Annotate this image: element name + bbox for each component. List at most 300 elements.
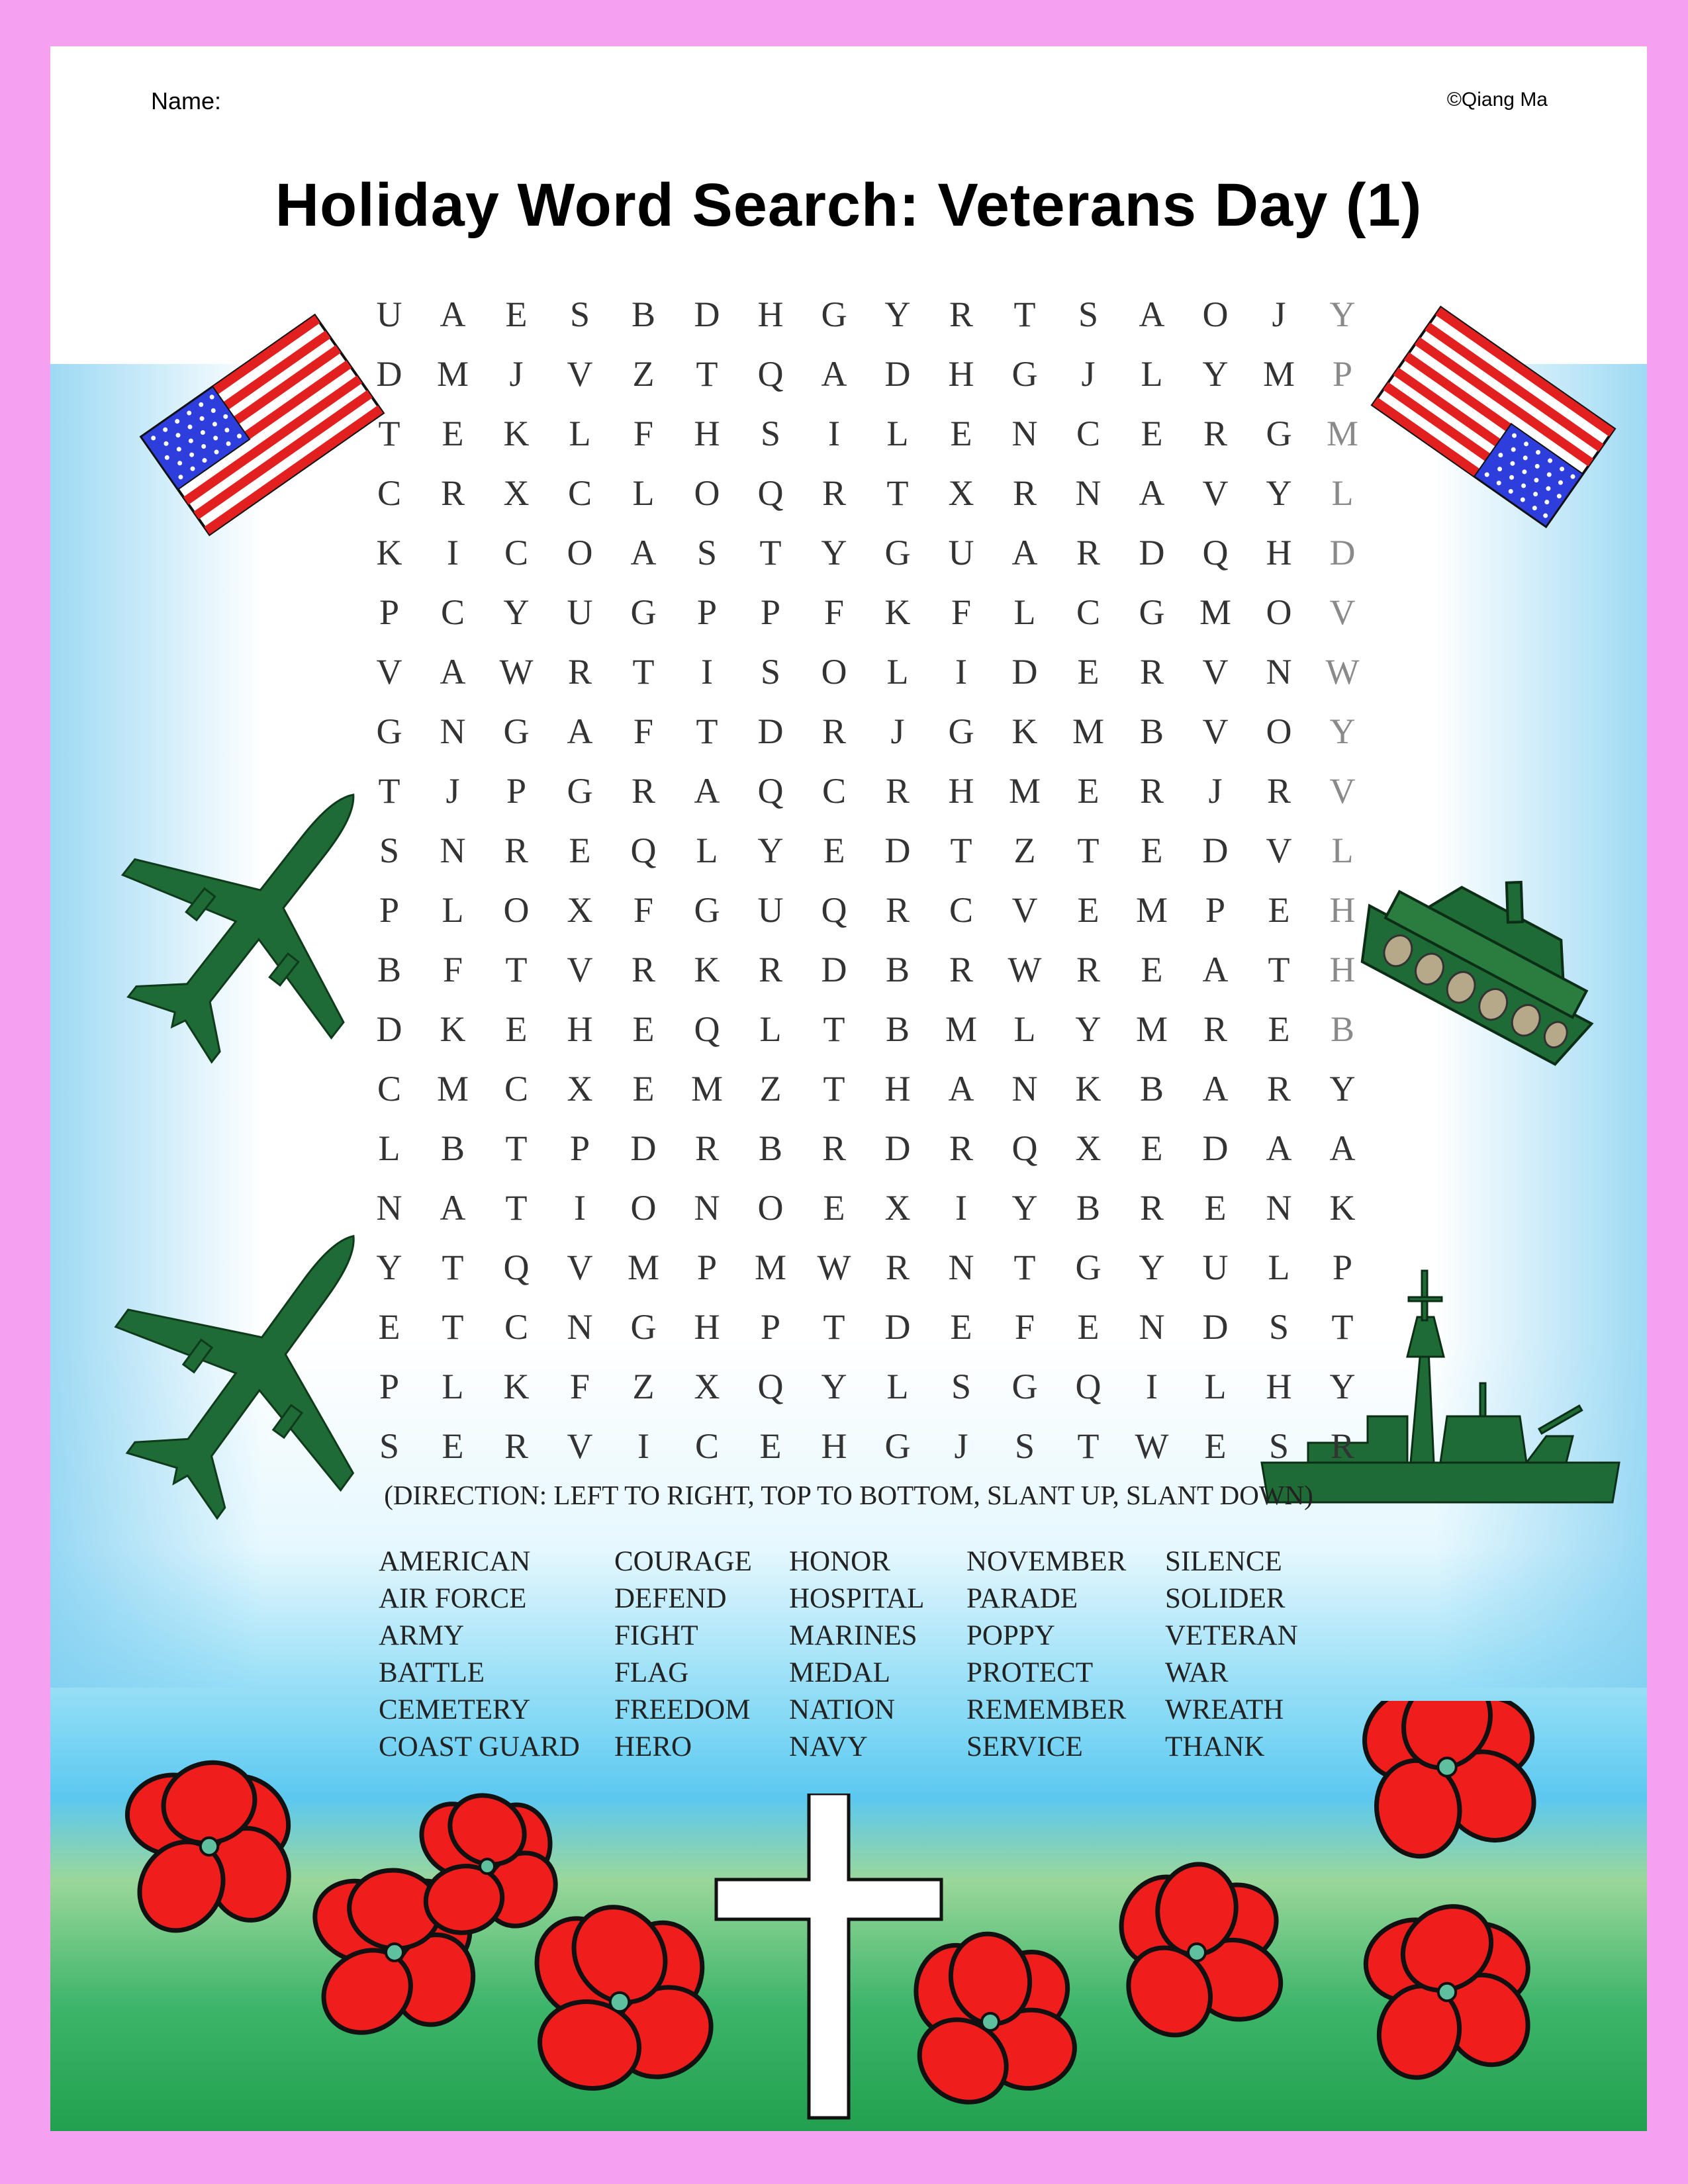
- grid-letter: A: [1139, 295, 1165, 334]
- grid-letter: E: [950, 414, 972, 453]
- grid-letter: O: [1266, 592, 1292, 632]
- word-list-item: SOLIDER: [1165, 1583, 1286, 1614]
- grid-letter: M: [436, 354, 469, 394]
- grid-letter: M: [1326, 414, 1358, 453]
- grid-letter: R: [949, 1128, 974, 1168]
- poppy-icon: [904, 1925, 1085, 2118]
- grid-letter: D: [630, 1128, 657, 1168]
- grid-letter: B: [440, 1128, 465, 1168]
- grid-letter: F: [823, 592, 845, 632]
- grid-letter: Q: [503, 1248, 530, 1287]
- grid-letter: E: [1141, 414, 1163, 453]
- grid-letter: A: [1266, 1128, 1292, 1168]
- grid-letter: L: [886, 652, 909, 692]
- grid-letter: E: [1268, 1009, 1290, 1049]
- grid-letter: N: [1266, 652, 1292, 692]
- grid-letter: F: [1014, 1307, 1035, 1347]
- grid-letter: D: [376, 1009, 402, 1049]
- grid-letter: Q: [757, 771, 784, 811]
- grid-letter: C: [1076, 592, 1101, 632]
- grid-letter: E: [1077, 1307, 1100, 1347]
- word-list-item: MARINES: [789, 1620, 917, 1651]
- grid-letter: O: [694, 473, 720, 513]
- grid-letter: I: [637, 1426, 649, 1466]
- grid-letter: V: [567, 354, 593, 394]
- word-list-item: SILENCE: [1165, 1546, 1282, 1577]
- grid-letter: E: [823, 831, 845, 870]
- grid-letter: F: [633, 890, 654, 930]
- grid-letter: B: [1076, 1188, 1101, 1228]
- grid-letter: N: [1266, 1188, 1292, 1228]
- word-list-item: REMEMBER: [966, 1694, 1127, 1725]
- word-list-item: FIGHT: [614, 1620, 698, 1651]
- grid-letter: R: [885, 1248, 910, 1287]
- grid-letter: P: [379, 592, 400, 632]
- grid-letter: L: [1268, 1248, 1290, 1287]
- grid-letter: T: [505, 1128, 528, 1168]
- grid-letter: H: [1266, 1367, 1292, 1406]
- grid-letter: R: [504, 1426, 529, 1466]
- grid-letter: E: [1141, 950, 1163, 989]
- word-list-item: COURAGE: [614, 1546, 752, 1577]
- grid-letter: D: [1011, 652, 1038, 692]
- grid-letter: E: [378, 1307, 400, 1347]
- grid-letter: V: [567, 950, 593, 989]
- grid-letter: P: [1205, 890, 1226, 930]
- grid-letter: E: [823, 1188, 845, 1228]
- grid-letter: T: [823, 1009, 845, 1049]
- grid-letter: Q: [757, 354, 784, 394]
- grid-letter: E: [632, 1069, 655, 1109]
- grid-letter: S: [569, 295, 590, 334]
- grid-letter: A: [821, 354, 847, 394]
- grid-letter: C: [504, 1307, 529, 1347]
- grid-letter: A: [1202, 1069, 1229, 1109]
- grid-letter: Z: [632, 1367, 655, 1406]
- grid-letter: X: [884, 1188, 911, 1228]
- grid-letter: M: [1262, 354, 1295, 394]
- grid-letter: V: [1202, 473, 1229, 513]
- grid-letter: T: [886, 473, 909, 513]
- grid-letter: R: [1076, 533, 1101, 572]
- grid-letter: B: [1330, 1009, 1355, 1049]
- grid-letter: S: [1014, 1426, 1035, 1466]
- grid-letter: H: [821, 1426, 847, 1466]
- grid-letter: R: [821, 711, 847, 751]
- grid-letter: M: [627, 1248, 659, 1287]
- grid-letter: H: [694, 1307, 720, 1347]
- grid-letter: L: [632, 473, 655, 513]
- grid-letter: F: [633, 414, 654, 453]
- grid-letter: R: [631, 950, 656, 989]
- grid-letter: O: [1202, 295, 1229, 334]
- grid-letter: E: [950, 1307, 972, 1347]
- word-list-item: HONOR: [789, 1546, 890, 1577]
- word-list-item: COAST GUARD: [379, 1731, 580, 1762]
- grid-letter: G: [503, 711, 530, 751]
- grid-letter: G: [1011, 1367, 1038, 1406]
- grid-letter: S: [696, 533, 718, 572]
- credit-text: ©Qiang Ma: [1446, 89, 1548, 111]
- grid-letter: D: [1202, 831, 1229, 870]
- grid-letter: E: [1077, 771, 1100, 811]
- grid-letter: C: [504, 533, 529, 572]
- grid-letter: T: [823, 1069, 845, 1109]
- grid-letter: E: [632, 1009, 655, 1049]
- grid-letter: R: [758, 950, 783, 989]
- grid-letter: V: [1329, 592, 1356, 632]
- word-list-item: NOVEMBER: [966, 1546, 1127, 1577]
- word-list-item: FLAG: [614, 1657, 689, 1688]
- grid-letter: I: [447, 533, 459, 572]
- grid-letter: B: [758, 1128, 783, 1168]
- grid-letter: U: [376, 295, 402, 334]
- grid-letter: R: [1076, 950, 1101, 989]
- grid-letter: S: [951, 1367, 972, 1406]
- grid-letter: R: [1203, 414, 1228, 453]
- grid-letter: G: [1266, 414, 1292, 453]
- grid-letter: N: [1011, 1069, 1038, 1109]
- grid-letter: U: [757, 890, 784, 930]
- grid-letter: W: [1135, 1426, 1169, 1466]
- grid-letter: P: [696, 1248, 718, 1287]
- grid-letter: Q: [757, 473, 784, 513]
- grid-letter: T: [1013, 295, 1036, 334]
- grid-letter: X: [567, 890, 593, 930]
- grid-letter: S: [1268, 1426, 1289, 1466]
- grid-letter: P: [696, 592, 718, 632]
- grid-letter: G: [884, 533, 911, 572]
- grid-letter: K: [376, 533, 402, 572]
- grid-letter: Q: [1011, 1128, 1038, 1168]
- grid-letter: D: [1329, 533, 1356, 572]
- word-list-item: ARMY: [379, 1620, 465, 1651]
- grid-letter: L: [1331, 831, 1354, 870]
- word-search-grid: [357, 285, 1374, 1476]
- grid-letter: L: [569, 414, 591, 453]
- grid-letter: N: [440, 711, 466, 751]
- grid-letter: Y: [1329, 1069, 1356, 1109]
- grid-letter: T: [632, 652, 655, 692]
- grid-letter: Y: [821, 1367, 847, 1406]
- grid-letter: B: [1139, 1069, 1164, 1109]
- grid-letter: J: [890, 711, 905, 751]
- grid-letter: J: [1272, 295, 1286, 334]
- grid-letter: O: [503, 890, 530, 930]
- word-list-item: HOSPITAL: [789, 1583, 925, 1614]
- grid-letter: P: [569, 1128, 590, 1168]
- grid-letter: Q: [1202, 533, 1229, 572]
- grid-letter: O: [1266, 711, 1292, 751]
- grid-letter: N: [948, 1248, 974, 1287]
- grid-letter: A: [1202, 950, 1229, 989]
- poppy-icon: [407, 1782, 570, 1940]
- word-list-item: MEDAL: [789, 1657, 890, 1688]
- grid-letter: G: [630, 1307, 657, 1347]
- grid-letter: F: [951, 592, 972, 632]
- grid-letter: H: [694, 414, 720, 453]
- grid-letter: T: [442, 1307, 464, 1347]
- grid-letter: C: [567, 473, 592, 513]
- grid-letter: P: [760, 592, 781, 632]
- grid-letter: U: [948, 533, 974, 572]
- grid-letter: L: [1013, 592, 1036, 632]
- grid-letter: E: [1204, 1188, 1227, 1228]
- grid-letter: V: [1266, 831, 1292, 870]
- grid-letter: V: [1202, 652, 1229, 692]
- grid-letter: R: [694, 1128, 720, 1168]
- grid-letter: F: [442, 950, 463, 989]
- grid-letter: E: [759, 1426, 782, 1466]
- grid-letter: N: [567, 1307, 593, 1347]
- grid-letter: C: [1076, 414, 1101, 453]
- grid-letter: N: [440, 831, 466, 870]
- word-list-item: WAR: [1165, 1657, 1229, 1688]
- grid-letter: M: [690, 1069, 723, 1109]
- grid-letter: B: [885, 1009, 910, 1049]
- grid-letter: G: [567, 771, 593, 811]
- grid-letter: L: [1204, 1367, 1227, 1406]
- grid-letter: E: [442, 414, 464, 453]
- grid-letter: S: [760, 652, 781, 692]
- grid-letter: K: [1329, 1188, 1356, 1228]
- grid-letter: W: [499, 652, 534, 692]
- grid-letter: D: [821, 950, 847, 989]
- grid-letter: T: [1268, 950, 1290, 989]
- grid-letter: L: [696, 831, 718, 870]
- grid-letter: M: [754, 1248, 786, 1287]
- grid-letter: C: [949, 890, 974, 930]
- grid-letter: L: [886, 414, 909, 453]
- grid-letter: K: [1011, 711, 1038, 751]
- grid-letter: T: [1331, 1307, 1354, 1347]
- grid-letter: H: [1329, 890, 1356, 930]
- grid-letter: A: [1329, 1128, 1356, 1168]
- grid-letter: E: [505, 295, 528, 334]
- grid-letter: T: [696, 711, 718, 751]
- grid-letter: A: [1139, 473, 1165, 513]
- grid-letter: A: [567, 711, 593, 751]
- page-title: Holiday Word Search: Veterans Day (1): [275, 171, 1423, 239]
- grid-letter: R: [1330, 1426, 1355, 1466]
- grid-letter: W: [817, 1248, 851, 1287]
- tank-icon: [1341, 801, 1632, 1105]
- grid-letter: R: [1139, 652, 1164, 692]
- grid-letter: D: [1139, 533, 1165, 572]
- grid-letter: G: [884, 1426, 911, 1466]
- grid-letter: I: [574, 1188, 586, 1228]
- grid-letter: E: [1077, 890, 1100, 930]
- grid-letter: E: [505, 1009, 528, 1049]
- poppy-field: [50, 1701, 1647, 2131]
- grid-letter: T: [442, 1248, 464, 1287]
- poppy-icon: [1355, 1889, 1543, 2086]
- grid-letter: T: [823, 1307, 845, 1347]
- grid-letter: C: [504, 1069, 529, 1109]
- grid-letter: K: [694, 950, 720, 989]
- grid-letter: R: [885, 890, 910, 930]
- word-list-item: AMERICAN: [379, 1546, 531, 1577]
- grid-letter: E: [1077, 652, 1100, 692]
- grid-letter: M: [436, 1069, 469, 1109]
- grid-letter: G: [821, 295, 847, 334]
- grid-letter: J: [1081, 354, 1096, 394]
- grid-letter: Y: [503, 592, 530, 632]
- grid-letter: Y: [1329, 1367, 1356, 1406]
- grid-letter: G: [948, 711, 974, 751]
- grid-letter: A: [440, 652, 466, 692]
- grid-letter: G: [630, 592, 657, 632]
- grid-letter: Q: [694, 1009, 720, 1049]
- grid-letter: R: [949, 950, 974, 989]
- grid-letter: X: [1075, 1128, 1102, 1168]
- grid-letter: D: [694, 295, 720, 334]
- grid-letter: M: [1135, 890, 1168, 930]
- grid-letter: F: [633, 711, 654, 751]
- word-list-item: WREATH: [1165, 1694, 1284, 1725]
- grid-letter: R: [567, 652, 592, 692]
- poppy-icon: [123, 1752, 306, 1946]
- grid-letter: R: [885, 771, 910, 811]
- grid-letter: P: [379, 890, 400, 930]
- grid-letter: U: [1202, 1248, 1229, 1287]
- grid-letter: Z: [632, 354, 655, 394]
- grid-letter: T: [378, 414, 400, 453]
- grid-letter: Y: [1202, 354, 1229, 394]
- grid-letter: H: [948, 354, 974, 394]
- grid-letter: T: [759, 533, 782, 572]
- grid-letter: K: [1075, 1069, 1102, 1109]
- grid-letter: Y: [1139, 1248, 1165, 1287]
- grid-letter: V: [1202, 711, 1229, 751]
- grid-letter: X: [694, 1367, 720, 1406]
- grid-letter: O: [567, 533, 593, 572]
- grid-letter: C: [377, 473, 402, 513]
- grid-letter: A: [694, 771, 720, 811]
- word-list-item: THANK: [1165, 1731, 1265, 1762]
- grid-letter: T: [1077, 1426, 1100, 1466]
- grid-letter: J: [445, 771, 460, 811]
- grid-letter: I: [955, 652, 967, 692]
- grid-letter: V: [1011, 890, 1038, 930]
- grid-letter: Y: [757, 831, 784, 870]
- grid-letter: J: [1208, 771, 1223, 811]
- grid-letter: V: [1329, 771, 1356, 811]
- grid-letter: E: [1141, 1128, 1163, 1168]
- grid-letter: L: [442, 890, 464, 930]
- grid-letter: N: [1139, 1307, 1165, 1347]
- grid-letter: H: [567, 1009, 593, 1049]
- grid-letter: A: [440, 1188, 466, 1228]
- grid-letter: Q: [1075, 1367, 1102, 1406]
- grid-letter: L: [1013, 1009, 1036, 1049]
- grid-letter: B: [885, 950, 910, 989]
- grid-letter: R: [1139, 771, 1164, 811]
- grid-letter: S: [379, 1426, 400, 1466]
- grid-letter: C: [440, 592, 465, 632]
- grid-letter: C: [694, 1426, 720, 1466]
- grid-letter: Q: [757, 1367, 784, 1406]
- grid-letter: Y: [821, 533, 847, 572]
- grid-letter: D: [376, 354, 402, 394]
- grid-letter: Y: [884, 295, 911, 334]
- grid-letter: W: [1325, 652, 1360, 692]
- grid-letter: R: [440, 473, 465, 513]
- grid-letter: R: [949, 295, 974, 334]
- grid-letter: Q: [630, 831, 657, 870]
- grid-letter: H: [1329, 950, 1356, 989]
- grid-letter: Z: [759, 1069, 782, 1109]
- poppy-icon: [1107, 1858, 1291, 2050]
- grid-letter: B: [1139, 711, 1164, 751]
- grid-letter: G: [1011, 354, 1038, 394]
- word-list-item: BATTLE: [379, 1657, 485, 1688]
- grid-letter: B: [377, 950, 402, 989]
- grid-letter: T: [505, 950, 528, 989]
- grid-letter: T: [378, 771, 400, 811]
- grid-letter: L: [1331, 473, 1354, 513]
- grid-letter: H: [757, 295, 784, 334]
- grid-letter: G: [694, 890, 720, 930]
- grid-letter: D: [884, 1128, 911, 1168]
- grid-letter: A: [440, 295, 466, 334]
- grid-letter: W: [1008, 950, 1042, 989]
- grid-letter: T: [950, 831, 972, 870]
- grid-letter: R: [504, 831, 529, 870]
- grid-letter: R: [1266, 771, 1291, 811]
- grid-letter: K: [503, 1367, 530, 1406]
- grid-letter: R: [1266, 1069, 1291, 1109]
- grid-letter: K: [440, 1009, 466, 1049]
- grid-letter: E: [1141, 831, 1163, 870]
- grid-letter: Z: [1013, 831, 1036, 870]
- worksheet-page: [50, 46, 1647, 2131]
- word-list-item: CEMETERY: [379, 1694, 531, 1725]
- grid-letter: P: [760, 1307, 781, 1347]
- name-label: Name:: [151, 87, 222, 114]
- grid-letter: S: [1268, 1307, 1289, 1347]
- grid-letter: D: [884, 831, 911, 870]
- grid-letter: S: [1078, 295, 1099, 334]
- grid-letter: O: [630, 1188, 657, 1228]
- grid-letter: D: [884, 1307, 911, 1347]
- word-list-item: VETERAN: [1165, 1620, 1298, 1651]
- word-list-item: NAVY: [789, 1731, 868, 1762]
- grid-letter: U: [567, 592, 593, 632]
- grid-letter: P: [1332, 1248, 1353, 1287]
- grid-letter: Y: [1329, 711, 1356, 751]
- grid-letter: F: [569, 1367, 590, 1406]
- grid-letter: Y: [1075, 1009, 1102, 1049]
- grid-letter: A: [630, 533, 657, 572]
- grid-letter: L: [378, 1128, 400, 1168]
- grid-letter: X: [503, 473, 530, 513]
- direction-text: (DIRECTION: LEFT TO RIGHT, TOP TO BOTTOM, SLANT UP, SLANT DOWN): [384, 1480, 1313, 1510]
- grid-letter: T: [1077, 831, 1100, 870]
- word-list-item: FREEDOM: [614, 1694, 751, 1725]
- grid-letter: V: [567, 1248, 593, 1287]
- grid-letter: E: [1268, 890, 1290, 930]
- grid-letter: M: [1072, 711, 1104, 751]
- word-list-item: NATION: [789, 1694, 896, 1725]
- grid-letter: O: [821, 652, 847, 692]
- grid-letter: X: [567, 1069, 593, 1109]
- word-list-item: PROTECT: [966, 1657, 1094, 1688]
- grid-letter: E: [569, 831, 591, 870]
- word-list-item: DEFEND: [614, 1583, 727, 1614]
- grid-letter: T: [505, 1188, 528, 1228]
- grid-letter: A: [948, 1069, 974, 1109]
